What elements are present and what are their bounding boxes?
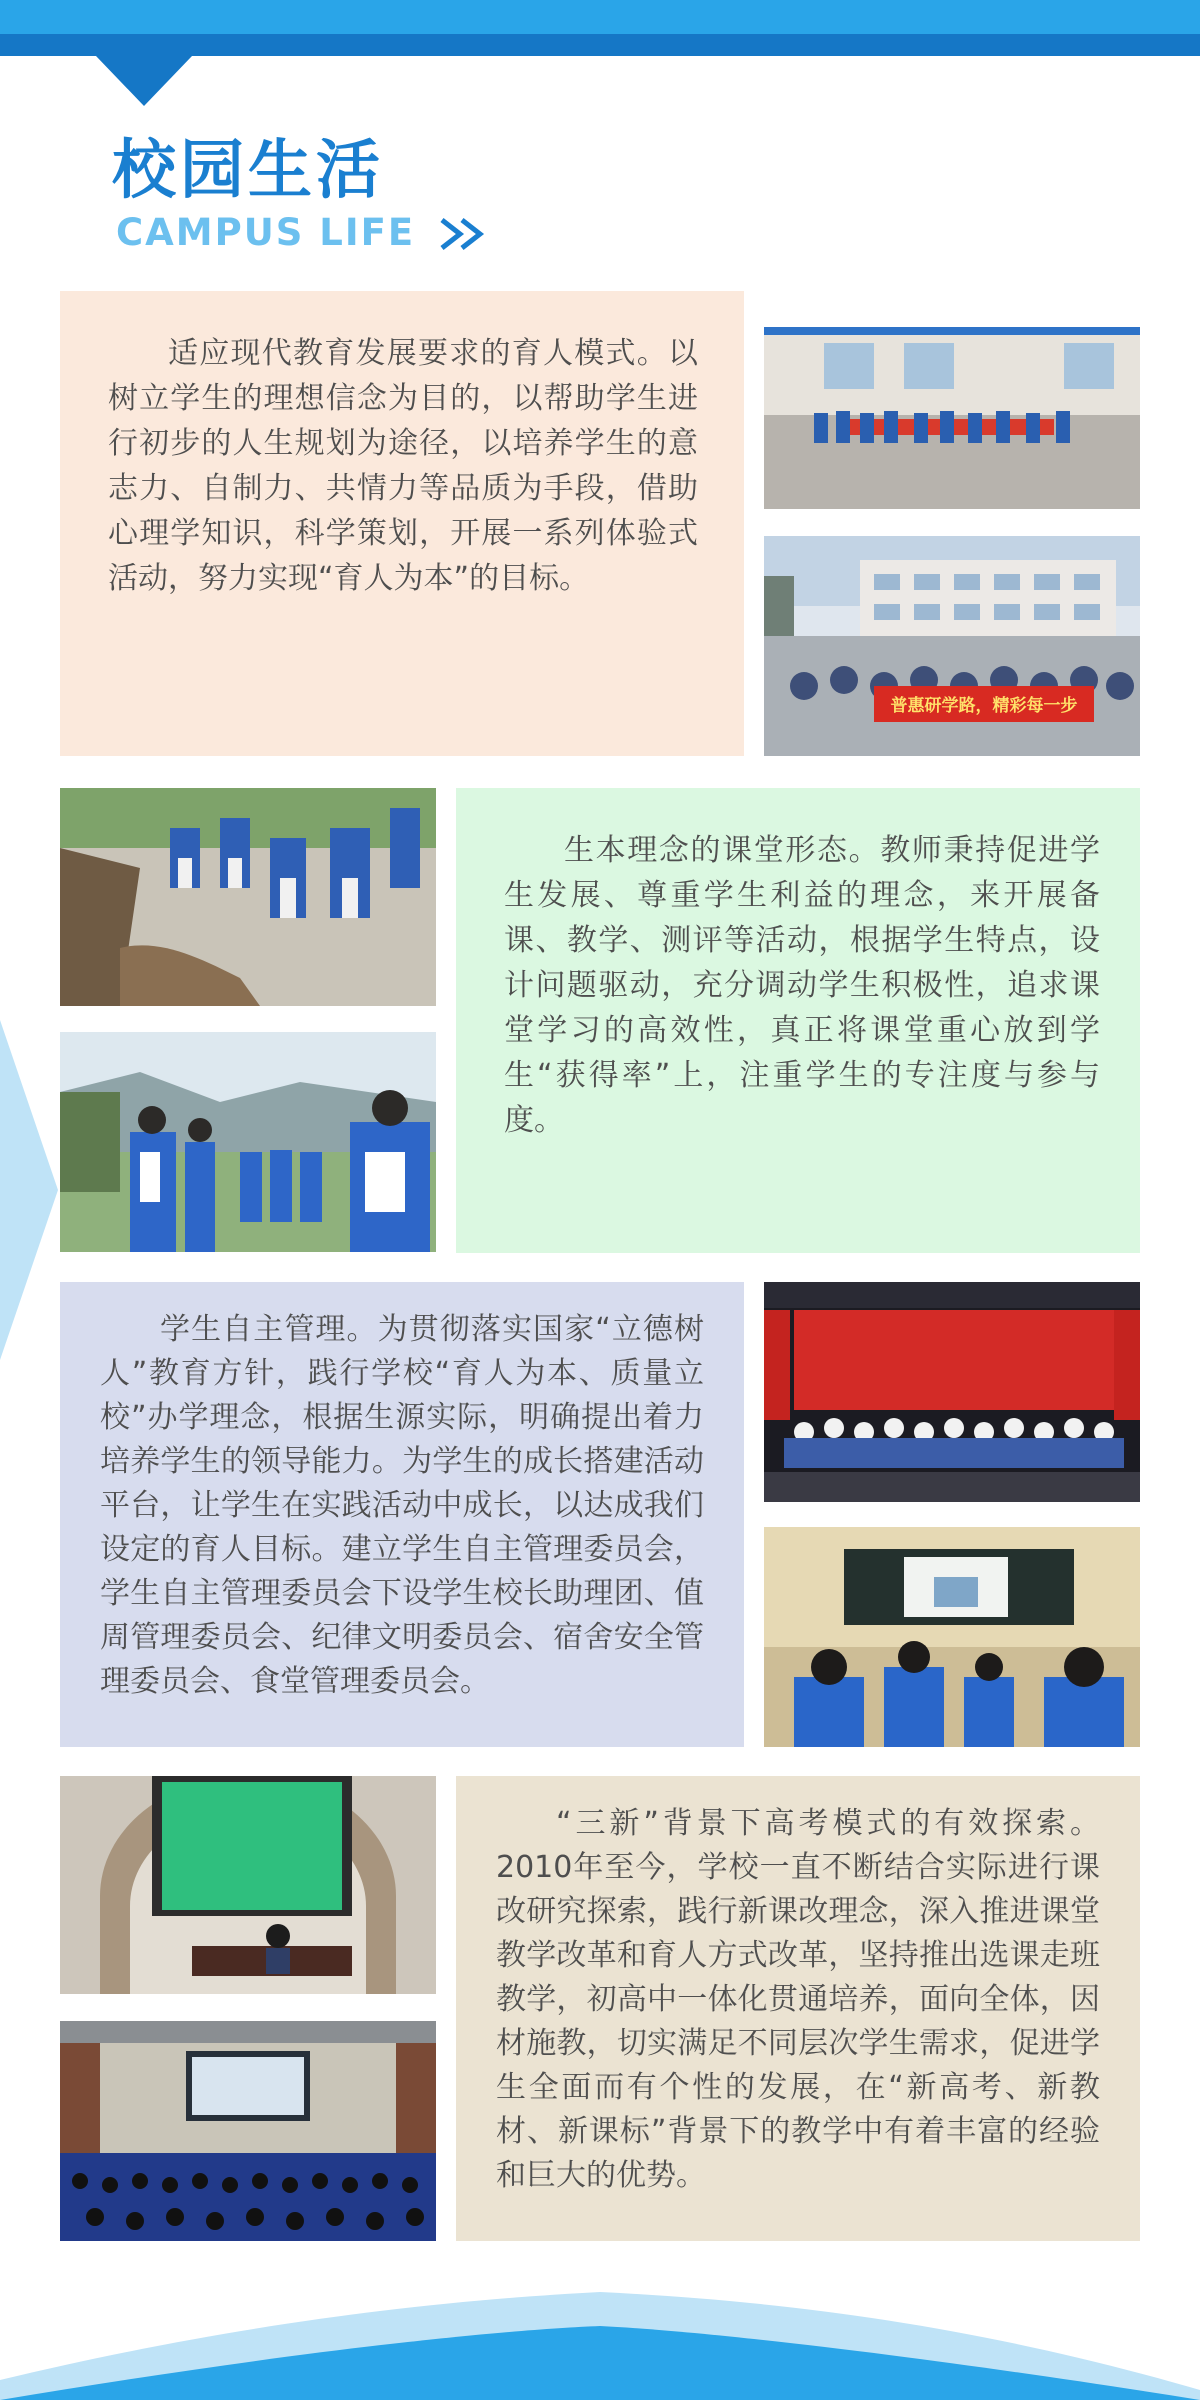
section-4-text: “三新”背景下高考模式的有效探索。2010年至今，学校一直不断结合实际进行课改研究探索，践行新课改理念，深入推进课堂教学改革和育人方式改革，坚持推出选课走班教学，初高中一体化贯通培养，面向全体，因材施教，切实满足不同层次学生需求，促进学生全面而有个性的发展，在“新高考、新教材、新课标”背景下的教学中有着丰富的经验和巨大的优势。 <box>456 1776 1140 2241</box>
page-title: 校园生活 <box>112 134 384 208</box>
section-2-text: 生本理念的课堂形态。教师秉持促进学生发展、尊重学生利益的理念，来开展备课、教学、测评等活动，根据学生特点，设计问题驱动，充分调动学生积极性，追求课堂学习的高效性，真正将课堂重心放到学生“获得率”上，注重学生的专注度与参与度。 <box>456 788 1140 1253</box>
photo-student-group-banner <box>764 536 1140 756</box>
photo-outdoor-class <box>60 1032 436 1252</box>
double-chevron-icon <box>438 214 490 254</box>
photo-banner-text: 普惠研学路，精彩每一步 <box>890 696 1078 716</box>
photo-stage-event <box>764 1282 1140 1502</box>
photo-auditorium <box>60 2021 436 2241</box>
header-dark-band <box>0 34 1200 56</box>
header-top-band <box>0 0 1200 34</box>
bottom-wave-decoration <box>0 2280 1200 2400</box>
header-notch-triangle <box>96 56 192 106</box>
photo-building-group <box>764 291 1140 509</box>
section-3-text: 学生自主管理。为贯彻落实国家“立德树人”教育方针，践行学校“育人为本、质量立校”办学理念，根据生源实际，明确提出着力培养学生的领导能力。为学生的成长搭建活动平台，让学生在实践活动中成长，以达成我们设定的育人目标。建立学生自主管理委员会，学生自主管理委员会下设学生校长助理团、值周管理委员会、纪律文明委员会、宿舍安全管理委员会、食堂管理委员会。 <box>60 1282 744 1747</box>
photo-students-by-tree <box>60 788 436 1006</box>
photo-lecture-screen <box>60 1776 436 1994</box>
photo-classroom <box>764 1527 1140 1747</box>
page-subtitle: CAMPUS LIFE <box>116 211 416 254</box>
side-triangle-decoration <box>0 1020 58 1360</box>
section-1-text: 适应现代教育发展要求的育人模式。以树立学生的理想信念为目的，以帮助学生进行初步的人生规划为途径，以培养学生的意志力、自制力、共情力等品质为手段，借助心理学知识，科学策划，开展一系列体验式活动，努力实现“育人为本”的目标。 <box>60 291 744 756</box>
